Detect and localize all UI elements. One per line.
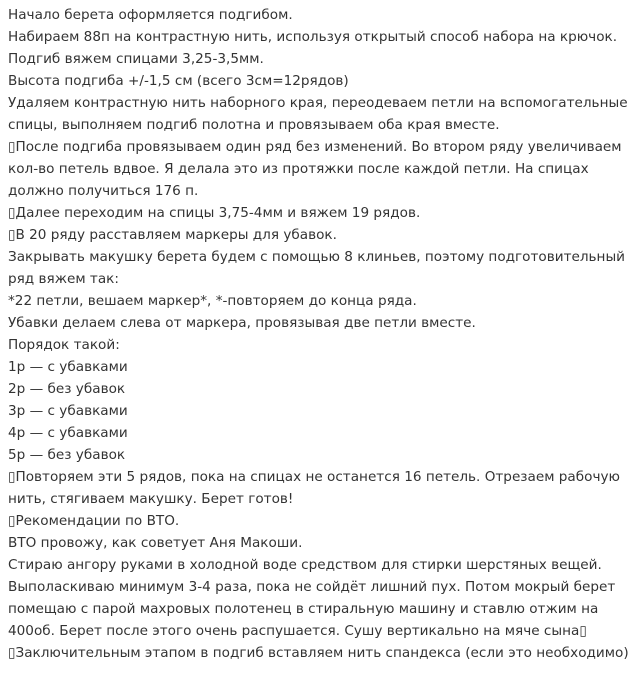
text-paragraph: Закрывать макушку берета будем с помощью 8 клиньев, поэтому подготовительный ряд вяжем так: (8, 249, 626, 287)
text-line: *22 петли, вешаем маркер*, *-повторяем до конца ряда. (8, 293, 417, 309)
text-line: ВТО провожу, как советует Аня Макоши. (8, 535, 303, 551)
text-line: ▯В 20 ряду расставляем маркеры для убавок. (8, 227, 337, 243)
text-line: ▯Заключительным этапом в подгиб вставляем нить спандекса (если это необходимо) (8, 645, 629, 661)
text-line: Убавки делаем слева от маркера, провязывая две петли вместе. (8, 315, 476, 331)
text-line: ▯Далее переходим на спицы 3,75-4мм и вяжем 19 рядов. (8, 205, 421, 221)
text-paragraph: ▯Повторяем эти 5 рядов, пока на спицах не останется 16 петель. Отрезаем рабочую нить, стягиваем макушку. Берет готов! (8, 469, 620, 507)
text-paragraph: Удаляем контрастную нить наборного края, переодеваем петли на вспомогательные спицы, выполняем подгиб полотна и провязываем оба края вместе. (8, 95, 628, 133)
text-line: Порядок такой: (8, 337, 120, 353)
row-instruction: 3р — с убавками (8, 403, 128, 419)
text-paragraph: Выполаскиваю минимум 3-4 раза, пока не сойдёт лишний пух. Потом мокрый берет помещаю с парой махровых полотенец в стиральную машину и ставлю отжим на 400об. Берет после этого очень распушается. Сушу вертикально на мяче сына▯ (8, 579, 616, 639)
text-line: ▯Рекомендации по ВТО. (8, 513, 180, 529)
row-instruction: 2р — без убавок (8, 381, 126, 397)
text-line: Высота подгиба +/-1,5 см (всего 3см=12рядов) (8, 73, 349, 89)
text-line: Стираю ангору руками в холодной воде средством для стирки шерстяных вещей. (8, 557, 602, 573)
row-instruction: 4р — с убавками (8, 425, 128, 441)
text-line: Подгиб вяжем спицами 3,25-3,5мм. (8, 51, 264, 67)
text-line: Начало берета оформляется подгибом. (8, 7, 293, 23)
row-instruction: 1р — с убавками (8, 359, 128, 375)
text-paragraph: ▯После подгиба провязываем один ряд без изменений. Во втором ряду увеличиваем кол-во петель вдвое. Я делала это из протяжки после каждой петли. На спицах должно получиться 176 п. (8, 139, 622, 199)
text-line: Набираем 88п на контрастную нить, используя открытый способ набора на крючок. (8, 29, 618, 45)
row-instruction: 5р — без убавок (8, 447, 126, 463)
